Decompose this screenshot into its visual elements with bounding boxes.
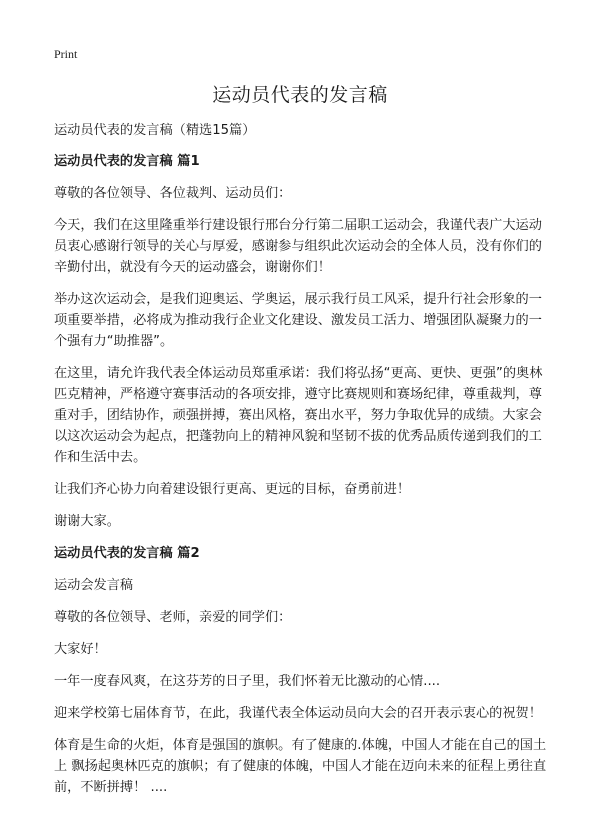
section-heading: 运动员代表的发言稿 篇2 — [54, 546, 200, 561]
paragraph: 大家好！ — [54, 642, 107, 657]
paragraph: 谢谢大家。 — [54, 514, 120, 529]
paragraph: 尊敬的各位领导、各位裁判、运动员们： — [54, 186, 292, 201]
paragraph: 运动会发言稿 — [54, 578, 134, 593]
paragraph: 体育是生命的火炬，体育是强国的旗帜。有了健康的.体魄，中国人才能在自己的国土上 飘扬起奥林匹克的旗帜；有了健康的体魄，中国人才能在迈向未来的征程上勇往直前，不断拼搏！ .... — [54, 738, 547, 795]
section-heading: 运动员代表的发言稿 篇1 — [54, 154, 200, 169]
paragraph: 一年一度春风爽，在这芬芳的日子里，我们怀着无比激动的心情.... — [54, 674, 441, 689]
print-link[interactable]: Print — [54, 47, 78, 61]
document-subtitle: 运动员代表的发言稿（精选15篇） — [54, 123, 256, 138]
paragraph: 让我们齐心协力向着建设银行更高、更远的目标，奋勇前进！ — [54, 482, 411, 497]
paragraph: 在这里，请允许我代表全体运动员郑重承诺：我们将弘扬“更高、更快、更强”的奥林匹克精神，严格遵守赛事活动的各项安排，遵守比赛规则和赛场纪律，尊重裁判，尊重对手，团结协作，顽强拼搏，赛出风格，赛出水平，努力争取优异的成绩。大家会以这次运动会为起点，把蓬勃向上的精神风貌和坚韧不拔的优秀品质传递到我们的工作和生活中去。 — [54, 366, 543, 465]
paragraph: 迎来学校第七届体育节，在此，我谨代表全体运动员向大会的召开表示衷心的祝贺！ — [54, 706, 542, 721]
paragraph: 举办这次运动会，是我们迎奥运、学奥运，展示我行员工风采，提升行社会形象的一项重要举措，必将成为推动我行企业文化建设、激发员工活力、增强团队凝聚力的一个强有力“助推器”。 — [54, 292, 542, 349]
paragraph: 今天，我们在这里隆重举行建设银行邢台分行第二届职工运动会，我谨代表广大运动员衷心感谢行领导的关心与厚爱，感谢参与组织此次运动会的全体人员，没有你们的辛勤付出，就没有今天的运动盛会，谢谢你们！ — [54, 218, 542, 275]
paragraph: 尊敬的各位领导、老师，亲爱的同学们： — [54, 610, 292, 625]
document-body — [54, 120, 550, 798]
document-title: 运动员代表的发言稿 — [212, 84, 388, 106]
